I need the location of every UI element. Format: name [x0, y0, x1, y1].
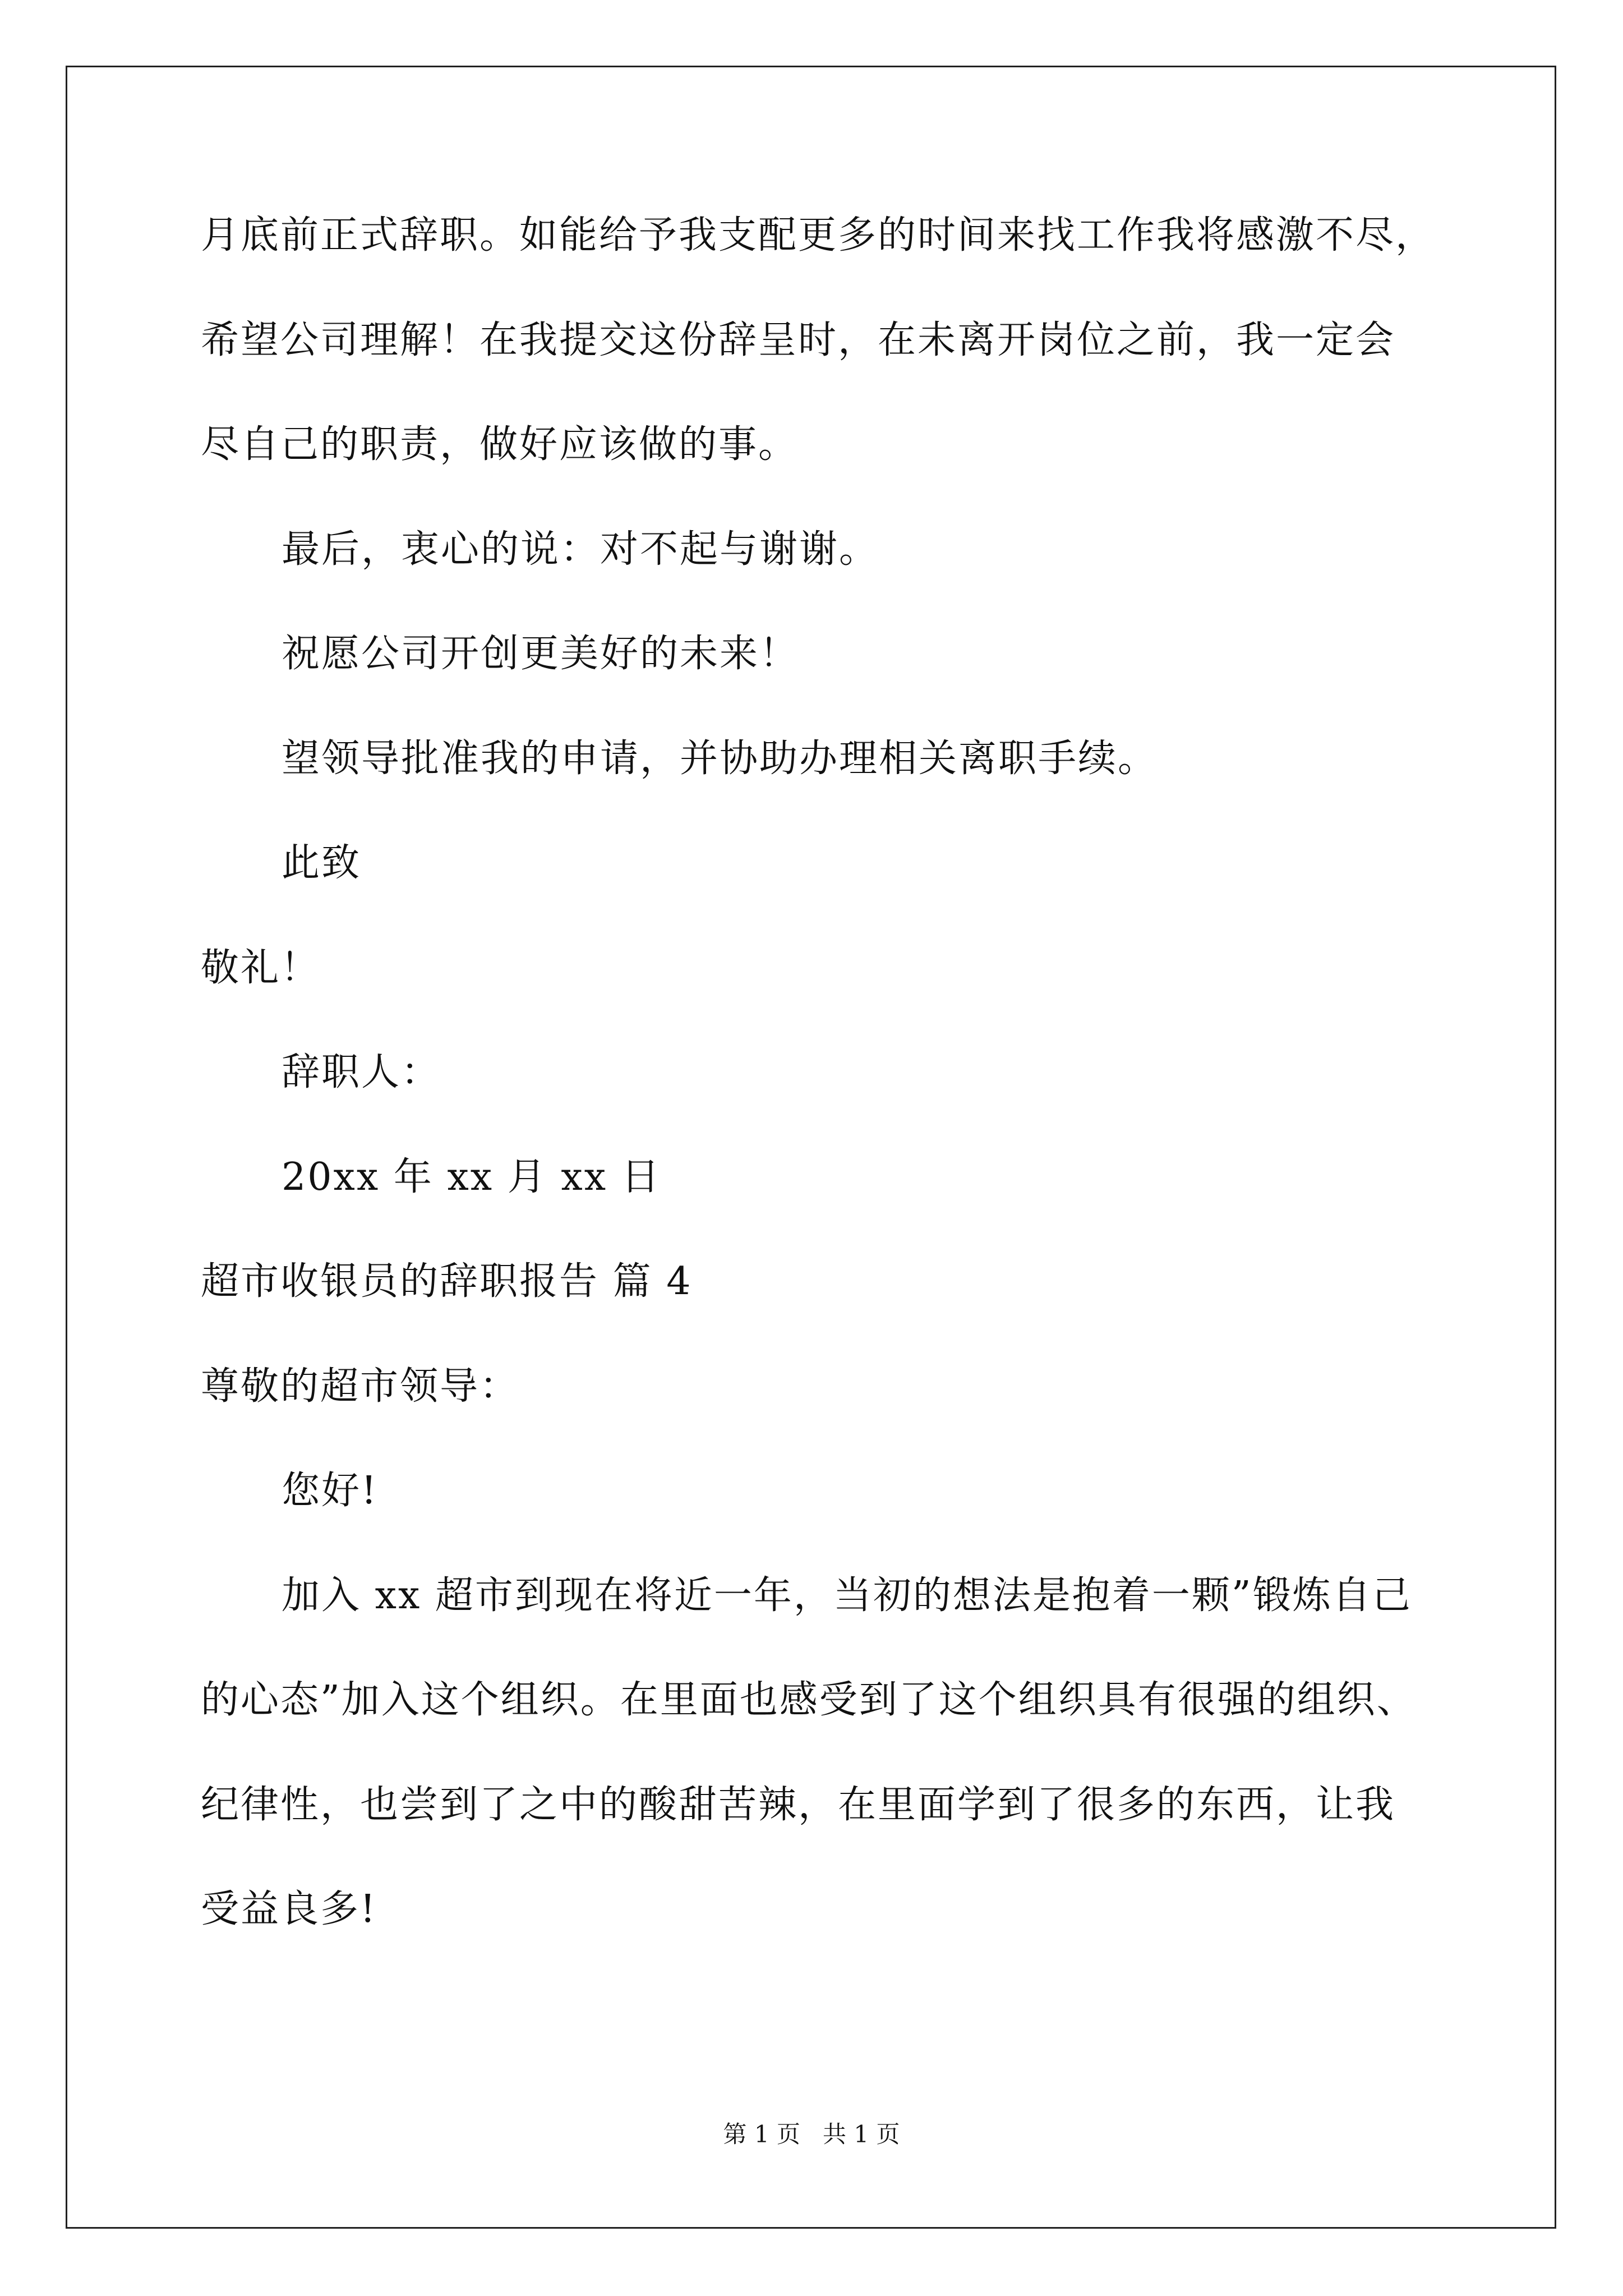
- page-footer: 第 1 页 共 1 页: [723, 2120, 900, 2148]
- closing-regards: 敬礼！: [201, 945, 321, 990]
- text-line: 希望公司理解！在我提交这份辞呈时，在未离开岗位之前，我一定会: [201, 318, 1396, 362]
- text-line: 受益良多!: [201, 1887, 377, 1931]
- text-line: 祝愿公司开创更美好的未来！: [282, 632, 800, 676]
- text-line: 加入 xx 超市到现在将近一年，当初的想法是抱着一颗”锻炼自己: [282, 1573, 1412, 1618]
- closing-salutation: 此致: [282, 841, 362, 885]
- text-line: 最后，衷心的说：对不起与谢谢。: [282, 527, 879, 572]
- signature-label: 辞职人：: [282, 1050, 441, 1094]
- document-body: [201, 199, 1463, 1978]
- text-line: 月底前正式辞职。如能给予我支配更多的时间来找工作我将感激不尽，: [201, 213, 1436, 257]
- text-line: 纪律性，也尝到了之中的酸甜苦辣，在里面学到了很多的东西，让我: [201, 1782, 1396, 1827]
- text-line: 尽自己的职责，做好应该做的事。: [201, 422, 799, 467]
- section-title: 超市收银员的辞职报告 篇 4: [201, 1259, 693, 1304]
- letter-salutation: 尊敬的超市领导：: [201, 1364, 520, 1409]
- text-line: 的心态”加入这个组织。在里面也感受到了这个组织具有很强的组织、: [201, 1678, 1417, 1722]
- text-line: 望领导批准我的申请，并协助办理相关离职手续。: [282, 736, 1158, 781]
- date-line: 20xx 年 xx 月 xx 日: [282, 1154, 661, 1199]
- greeting: 您好!: [282, 1469, 379, 1513]
